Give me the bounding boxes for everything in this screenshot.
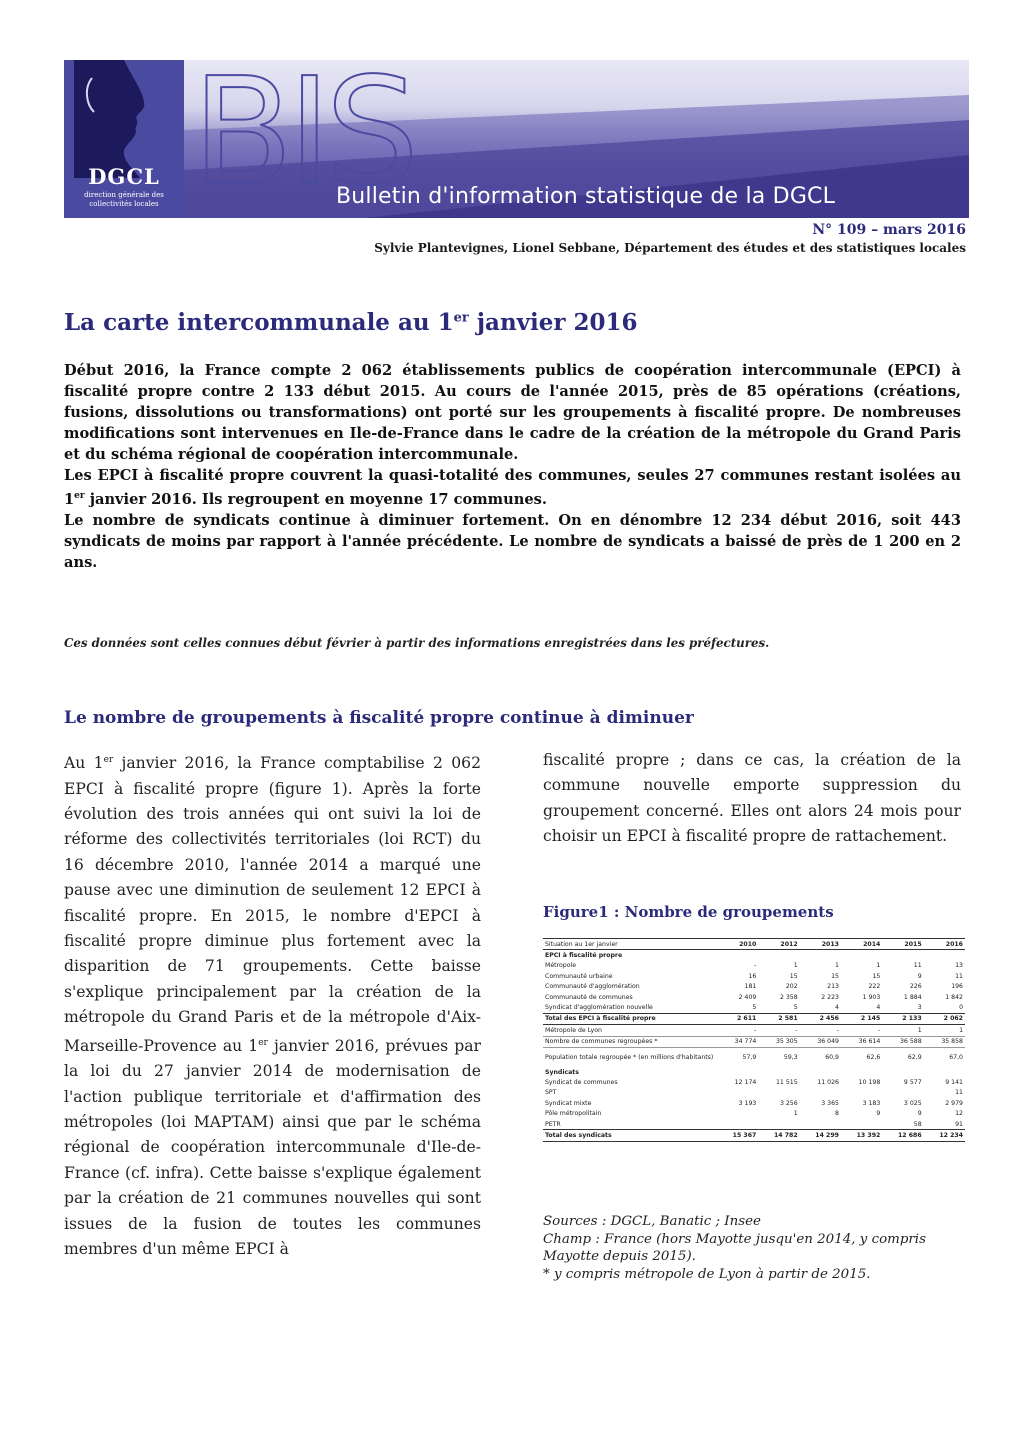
table-cell: 1 bbox=[793, 1110, 798, 1118]
table-cell: 11 bbox=[955, 1089, 963, 1097]
bulletin-title: Bulletin d'information statistique de la DGCL bbox=[336, 184, 836, 209]
table-cell: 3 193 bbox=[738, 1099, 757, 1107]
year-header: 2014 bbox=[841, 939, 882, 950]
table-cell: 67,0 bbox=[949, 1053, 963, 1061]
table-row bbox=[543, 992, 965, 1002]
table-cell bbox=[717, 1119, 758, 1130]
table-group-row bbox=[543, 1067, 965, 1077]
table-cell: 4 bbox=[876, 1004, 881, 1012]
table-row bbox=[543, 982, 965, 992]
table-cell: 34 774 bbox=[717, 1036, 758, 1047]
table-total-row bbox=[543, 1013, 965, 1024]
table-cell bbox=[841, 1067, 882, 1077]
table-cell: 1 bbox=[835, 962, 839, 970]
table-cell: 59,3 bbox=[783, 1053, 798, 1061]
row-label: Total des EPCI à fiscalité propre bbox=[543, 1013, 717, 1024]
row-label: Total des syndicats bbox=[543, 1130, 717, 1141]
section-title: Le nombre de groupements à fiscalité propre continue à diminuer bbox=[64, 708, 694, 728]
table-cell: 9 bbox=[917, 972, 922, 980]
profile-head-icon bbox=[64, 60, 184, 178]
table-cell: 226 bbox=[909, 983, 922, 991]
table-cell: 12 234 bbox=[924, 1130, 965, 1141]
table-row bbox=[543, 1025, 965, 1036]
table-cell: 57,9 bbox=[742, 1053, 757, 1061]
table-cell: 1 bbox=[924, 1025, 965, 1036]
table-group-row bbox=[543, 950, 965, 961]
table-cell bbox=[758, 1119, 799, 1130]
table-cell: 1 884 bbox=[903, 993, 922, 1001]
table-cell: 8 bbox=[835, 1110, 839, 1118]
row-label: Population totale regroupée * (en millions d'habitants) bbox=[545, 1053, 714, 1061]
row-label: Nombre de communes regroupées * bbox=[543, 1036, 717, 1047]
table-cell: 58 bbox=[913, 1120, 922, 1128]
row-label: Communauté d'agglomération bbox=[545, 983, 640, 991]
table-cell: 13 392 bbox=[841, 1130, 882, 1141]
table-row bbox=[543, 1036, 965, 1047]
figure-sources bbox=[543, 1213, 973, 1283]
table-cell bbox=[924, 950, 965, 961]
table-row bbox=[543, 971, 965, 981]
table-cell: 15 bbox=[831, 972, 839, 980]
table-cell bbox=[758, 950, 799, 961]
table-cell: 1 bbox=[793, 962, 798, 970]
logo-title: DGCL bbox=[88, 164, 160, 189]
intro-paragraph: Le nombre de syndicats continue à diminuer fortement. On en dénombre 12 234 début 2016, soit 443 syndicats de moins par rapport à l'année précédente. Le nombre de syndicats a baissé de près de 1 200 en 2 ans. bbox=[64, 511, 961, 571]
table-cell: 60,9 bbox=[825, 1053, 839, 1061]
row-label: EPCI à fiscalité propre bbox=[545, 952, 623, 960]
authors-line: Sylvie Plantevignes, Lionel Sebbane, Département des études et des statistiques locales bbox=[374, 241, 966, 255]
table-row bbox=[543, 1002, 965, 1013]
table-cell: 2 133 bbox=[882, 1013, 923, 1024]
table-cell: 3 bbox=[917, 1004, 922, 1012]
table-cell bbox=[800, 1119, 841, 1130]
table-cell bbox=[882, 950, 923, 961]
table-cell bbox=[800, 950, 841, 961]
dgcl-logo bbox=[64, 60, 184, 218]
row-label: Syndicat d'agglomération nouvelle bbox=[545, 1004, 653, 1012]
table-cell: - bbox=[717, 1025, 758, 1036]
table-cell: 91 bbox=[955, 1120, 963, 1128]
table-header-row bbox=[543, 939, 965, 950]
table-cell: 15 bbox=[872, 972, 881, 980]
year-header: 2010 bbox=[717, 939, 758, 950]
table-cell: 13 bbox=[955, 962, 963, 970]
table-cell: 14 782 bbox=[758, 1130, 799, 1141]
table-header-label: Situation au 1er janvier bbox=[543, 939, 717, 950]
table-cell: 222 bbox=[868, 983, 881, 991]
table-cell: 36 049 bbox=[800, 1036, 841, 1047]
table-cell: 5 bbox=[752, 1004, 757, 1012]
bis-logo-text: BIS bbox=[192, 60, 414, 218]
table-cell: 9 577 bbox=[903, 1078, 922, 1086]
table-cell: 9 bbox=[917, 1110, 922, 1118]
table-cell: 12 174 bbox=[734, 1078, 757, 1086]
table-row bbox=[543, 1108, 965, 1118]
table-cell bbox=[800, 1088, 841, 1098]
table-cell: 181 bbox=[744, 983, 757, 991]
table-cell: 9 141 bbox=[945, 1078, 963, 1086]
table-cell: 16 bbox=[748, 972, 757, 980]
table-cell: 5 bbox=[793, 1004, 798, 1012]
table-cell bbox=[717, 1067, 758, 1077]
table-cell: 3 365 bbox=[821, 1099, 839, 1107]
table-row bbox=[543, 1119, 965, 1130]
table-cell bbox=[717, 1108, 758, 1118]
table-row bbox=[543, 1047, 965, 1067]
table-total-row bbox=[543, 1130, 965, 1141]
table-cell bbox=[841, 950, 882, 961]
table-row bbox=[543, 1077, 965, 1087]
table-cell: 2 223 bbox=[821, 993, 839, 1001]
groupements-table bbox=[543, 938, 965, 1142]
table-cell bbox=[841, 1119, 882, 1130]
table-cell bbox=[717, 950, 758, 961]
table-cell: 3 183 bbox=[862, 1099, 881, 1107]
table-cell: 2 979 bbox=[945, 1099, 963, 1107]
body-paragraph: Au 1er janvier 2016, la France comptabilise 2 062 EPCI à fiscalité propre (figure 1). Après la forte évolution des trois années qui ont suivi la loi de réforme des collectivités territoriales (loi RCT) du 16 décembre 2010, l'année 2014 a marqué une pause avec une diminution de seulement 12 EPCI à fiscalité propre. En 2015, le nombre d'EPCI à fiscalité propre diminue plus fortement avec la disparition de 71 groupements. Cette baisse s'explique principalement par la création de la métropole du Grand Paris et de la métropole d'Aix-Marseille-Provence au 1er janvier 2016, prévues par la loi du 27 janvier 2014 de modernisation de l'action publique territoriale et d'affirmation des métropoles (loi MAPTAM) ainsi que par le schéma régional de coopération intercommunale d'Ile-de-France (cf. infra). Cette baisse s'explique également par la création de 21 communes nouvelles qui sont issues de la fusion de toutes les communes membres d'un même EPCI à bbox=[64, 754, 482, 1259]
row-label: Métropole de Lyon bbox=[543, 1025, 717, 1036]
table-cell: 2 611 bbox=[717, 1013, 758, 1024]
table-cell: 2 145 bbox=[841, 1013, 882, 1024]
table-cell: 12 686 bbox=[882, 1130, 923, 1141]
table-row bbox=[543, 961, 965, 971]
intro-summary bbox=[64, 360, 961, 573]
table-cell: 35 858 bbox=[924, 1036, 965, 1047]
table-cell: 35 305 bbox=[758, 1036, 799, 1047]
row-label: SPT bbox=[545, 1089, 557, 1097]
table-cell bbox=[717, 1088, 758, 1098]
table-cell: 1 903 bbox=[862, 993, 881, 1001]
table-cell bbox=[758, 1088, 799, 1098]
table-cell bbox=[882, 1088, 923, 1098]
table-cell bbox=[924, 1067, 965, 1077]
row-label: Syndicat de communes bbox=[545, 1078, 618, 1086]
table-cell: 0 bbox=[959, 1004, 963, 1012]
footnote-line: * y compris métropole de Lyon à partir de 2015. bbox=[543, 1266, 871, 1282]
year-header: 2012 bbox=[758, 939, 799, 950]
table-cell: 2 581 bbox=[758, 1013, 799, 1024]
table-cell: 2 456 bbox=[800, 1013, 841, 1024]
table-cell bbox=[758, 1067, 799, 1077]
data-source-note: Ces données sont celles connues début février à partir des informations enregistrées dans les préfectures. bbox=[64, 636, 770, 650]
table-cell: 62,9 bbox=[907, 1053, 922, 1061]
table-cell: 3 256 bbox=[779, 1099, 798, 1107]
table-cell: 213 bbox=[827, 983, 839, 991]
table-body bbox=[543, 950, 965, 1141]
table-cell: 196 bbox=[951, 983, 963, 991]
table-cell: 62,6 bbox=[866, 1053, 881, 1061]
logo-subtitle: direction générale des collectivités locales bbox=[84, 191, 164, 208]
table-cell: 1 842 bbox=[945, 993, 963, 1001]
row-label: Pôle métropolitain bbox=[545, 1110, 602, 1118]
body-paragraph: fiscalité propre ; dans ce cas, la création de la commune nouvelle emporte suppression du groupement concerné. Elles ont alors 24 mois pour choisir un EPCI à fiscalité propre de rattachement. bbox=[543, 751, 961, 846]
table-cell: 11 515 bbox=[776, 1078, 798, 1086]
sources-line: Sources : DGCL, Banatic ; Insee bbox=[543, 1214, 761, 1229]
body-column-right bbox=[543, 748, 961, 850]
table-cell: 1 bbox=[882, 1025, 923, 1036]
intro-paragraph: Début 2016, la France compte 2 062 établissements publics de coopération intercommunale (EPCI) à fiscalité propre contre 2 133 début 2015. Au cours de l'année 2015, près de 85 opérations (créations, fusions, dissolutions ou transformations) ont porté sur les groupements à fiscalité propre. De nombreuses modifications sont intervenues en Ile-de-France dans le cadre de la création de la métropole du Grand Paris et du schéma régional de coopération intercommunale. bbox=[64, 362, 961, 463]
table-cell: 36 614 bbox=[841, 1036, 882, 1047]
table-cell: 10 198 bbox=[858, 1078, 881, 1086]
table-cell bbox=[882, 1067, 923, 1077]
table-cell: 12 bbox=[955, 1110, 963, 1118]
table-cell: 14 299 bbox=[800, 1130, 841, 1141]
intro-paragraph: Les EPCI à fiscalité propre couvrent la quasi-totalité des communes, seules 27 communes restant isolées au 1er janvier 2016. Ils regroupent en moyenne 17 communes. bbox=[64, 467, 961, 508]
year-header: 2015 bbox=[882, 939, 923, 950]
table-cell: 4 bbox=[835, 1004, 839, 1012]
table-cell: 15 bbox=[789, 972, 798, 980]
table-cell bbox=[800, 1067, 841, 1077]
row-label: Communauté de communes bbox=[545, 993, 633, 1001]
year-header: 2013 bbox=[800, 939, 841, 950]
table-cell: 36 588 bbox=[882, 1036, 923, 1047]
table-cell: 202 bbox=[785, 983, 798, 991]
figure-title: Figure1 : Nombre de groupements bbox=[543, 903, 834, 921]
table-cell: 2 409 bbox=[738, 993, 757, 1001]
year-header: 2016 bbox=[924, 939, 965, 950]
table-cell: - bbox=[758, 1025, 799, 1036]
table-cell bbox=[841, 1088, 882, 1098]
table-cell: 2 358 bbox=[779, 993, 798, 1001]
table-cell: 11 bbox=[913, 962, 922, 970]
table-cell: 1 bbox=[876, 962, 881, 970]
row-label: Syndicats bbox=[545, 1068, 579, 1076]
table-cell: 11 026 bbox=[817, 1078, 839, 1086]
table-cell: - bbox=[841, 1025, 882, 1036]
table-row bbox=[543, 1098, 965, 1108]
row-label: Syndicat mixte bbox=[545, 1099, 592, 1107]
row-label: Communauté urbaine bbox=[545, 972, 613, 980]
header-banner bbox=[64, 60, 969, 218]
row-label: Métropole bbox=[545, 962, 577, 970]
issue-number: N° 109 – mars 2016 bbox=[812, 222, 966, 238]
table-row bbox=[543, 1088, 965, 1098]
row-label: PETR bbox=[545, 1120, 561, 1128]
table-cell: - bbox=[800, 1025, 841, 1036]
champ-line: Champ : France (hors Mayotte jusqu'en 2014, y compris Mayotte depuis 2015). bbox=[543, 1231, 926, 1265]
table-cell: 11 bbox=[955, 972, 963, 980]
table-cell: 3 025 bbox=[903, 1099, 922, 1107]
table-cell: 15 367 bbox=[717, 1130, 758, 1141]
body-column-left bbox=[64, 748, 481, 1263]
table-cell: 9 bbox=[876, 1110, 881, 1118]
page-title: La carte intercommunale au 1er janvier 2016 bbox=[64, 309, 638, 336]
table-cell: 2 062 bbox=[924, 1013, 965, 1024]
table-cell: - bbox=[754, 962, 757, 970]
